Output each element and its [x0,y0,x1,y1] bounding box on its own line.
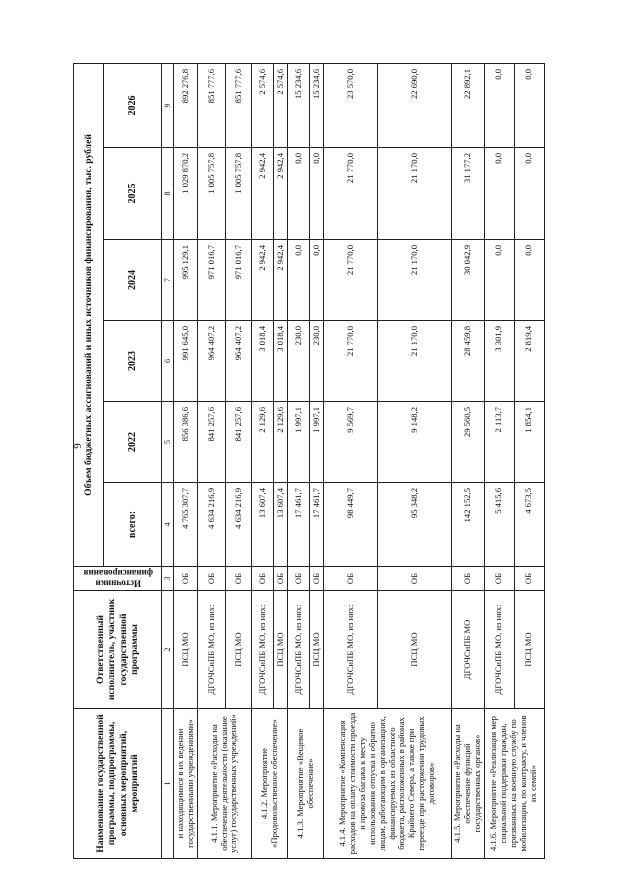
row-total: 4 634 216,9 [226,483,252,567]
row-source: ОБ [324,567,378,591]
row-value: 0,0 [484,148,514,240]
row-executor: ПСЦ МО [274,591,288,709]
row-value: 892 276,8 [174,63,198,147]
row-value: 1 005 757,8 [226,148,252,240]
row-value: 15 234,6 [310,63,324,147]
row-value: 1 029 870,2 [174,148,198,240]
row-name: 4.1.5. Мероприятие «Расходы на обеспечение функций государственных органов» [452,709,485,859]
header-name: Наименование государственной программы, подпрограммы, основных мероприятий, мероприятий [74,709,162,859]
row-value: 23 570,0 [324,63,378,147]
column-number: 4 [162,483,174,567]
row-value: 841 257,6 [198,402,226,483]
row-executor: ПСЦ МО [378,591,452,709]
row-value: 30 042,9 [452,240,485,321]
column-number: 3 [162,567,174,591]
column-number: 5 [162,402,174,483]
row-executor: ПСЦ МО [514,591,544,709]
column-number: 7 [162,240,174,321]
row-executor: ДГОЧСиПБ МО, из них: [324,591,378,709]
header-year: 2025 [104,148,162,240]
row-value: 15 234,6 [288,63,310,147]
row-value: 0,0 [514,148,544,240]
row-value: 3 018,4 [274,321,288,402]
row-value: 2 942,4 [274,148,288,240]
row-value: 0,0 [288,240,310,321]
row-total: 98 449,7 [324,483,378,567]
row-value: 971 016,7 [226,240,252,321]
row-value: 28 459,8 [452,321,485,402]
row-total: 13 607,4 [274,483,288,567]
row-value: 2 819,4 [514,321,544,402]
row-value: 841 257,6 [226,402,252,483]
row-source: ОБ [198,567,226,591]
row-total: 95 348,2 [378,483,452,567]
column-number: 9 [162,63,174,147]
column-number: 8 [162,148,174,240]
row-value: 0,0 [514,240,544,321]
row-executor: ДГОЧСиПБ МО, из них: [288,591,310,709]
row-value: 851 777,6 [226,63,252,147]
column-number: 2 [162,591,174,709]
header-year: 2022 [104,402,162,483]
row-source: ОБ [252,567,274,591]
row-value: 2 574,6 [274,63,288,147]
row-value: 9 148,2 [378,402,452,483]
row-value: 2 942,4 [252,240,274,321]
row-value: 21 170,0 [378,321,452,402]
row-value: 21 770,0 [324,321,378,402]
row-value: 0,0 [310,240,324,321]
row-value: 1 997,1 [310,402,324,483]
row-value: 0,0 [288,148,310,240]
row-value: 3 018,4 [252,321,274,402]
row-executor: ДГОЧСиПБ МО, из них: [484,591,514,709]
rotated-page [73,64,578,859]
row-name: 4.1.6. Мероприятие «Реализация мер социальной поддержки граждан, призванных на военную службу по мобилизации, по контракту, и членов их семей» [484,709,544,859]
header-total: всего: [104,483,162,567]
row-value: 22 690,0 [378,63,452,147]
row-value: 964 407,2 [226,321,252,402]
header-funding: Объем бюджетных ассигнований и иных источников финансирования, тыс. рублей [74,63,104,566]
row-name: 4.1.2. Мероприятие «Продовольственное обеспечение» [252,709,288,859]
row-source: ОБ [288,567,310,591]
row-value: 21 770,0 [324,240,378,321]
table-row [288,63,310,858]
row-name: 4.1.3. Мероприятие «Вещевое обеспечение» [288,709,324,859]
header-year: 2026 [104,63,162,147]
row-source: ОБ [310,567,324,591]
column-number: 6 [162,321,174,402]
row-executor: ПСЦ МО [226,591,252,709]
row-value: 22 892,1 [452,63,485,147]
row-value: 3 301,9 [484,321,514,402]
row-value: 971 016,7 [198,240,226,321]
row-source: ОБ [378,567,452,591]
row-value: 856 386,6 [174,402,198,483]
row-executor: ПСЦ МО [310,591,324,709]
row-name: 4.1.4. Мероприятие «Компенсация расходов на оплату стоимости проезда и провоза багажа к месту использования отпуска и обратно лицам, работающим в организациях, финансируемых из областного бюджета, расположенных в районах Крайнего Севера, а также при переезде при расторжении трудовых договоров» [324,709,452,859]
row-value: 2 113,7 [484,402,514,483]
column-number: 1 [162,709,174,859]
row-value: 0,0 [484,240,514,321]
header-source: Источники финансирования [74,567,162,591]
row-value: 230,0 [288,321,310,402]
row-total: 4 673,5 [514,483,544,567]
table-row [198,63,226,858]
row-value: 851 777,6 [198,63,226,147]
table-row [484,63,514,858]
row-value: 9 569,7 [324,402,378,483]
funding-table [73,63,545,859]
row-value: 1 997,1 [288,402,310,483]
row-source: ОБ [174,567,198,591]
row-value: 230,0 [310,321,324,402]
row-total: 4 634 216,9 [198,483,226,567]
row-value: 21 170,0 [378,148,452,240]
row-executor: ПСЦ МО [174,591,198,709]
column-number-row [162,63,174,858]
row-value: 991 645,0 [174,321,198,402]
header-executor: Ответственный исполнитель, участник государственной программы [74,591,162,709]
row-name: и находящимися в их ведении государственными учреждениями» [174,709,198,859]
row-value: 2 574,6 [252,63,274,147]
table-row [452,63,485,858]
page-number: 9 [72,443,84,449]
row-value: 0,0 [514,63,544,147]
row-total: 142 152,5 [452,483,485,567]
table-row [174,63,198,858]
row-executor: ДГОЧСиПБ МО [452,591,485,709]
row-value: 21 170,0 [378,240,452,321]
row-value: 2 129,6 [252,402,274,483]
row-executor: ДГОЧСиПБ МО, из них: [198,591,226,709]
row-value: 29 560,5 [452,402,485,483]
row-value: 31 177,2 [452,148,485,240]
row-total: 13 607,4 [252,483,274,567]
row-executor: ДГОЧСиПБ МО, из них: [252,591,274,709]
row-value: 995 129,1 [174,240,198,321]
row-value: 0,0 [484,63,514,147]
row-source: ОБ [274,567,288,591]
row-total: 5 415,6 [484,483,514,567]
row-name: 4.1.1. Мероприятие «Расходы на обеспечение деятельности (оказание услуг) государственных учреждений» [198,709,252,859]
row-source: ОБ [226,567,252,591]
row-value: 21 770,0 [324,148,378,240]
row-value: 2 942,4 [274,240,288,321]
row-value: 1 005 757,8 [198,148,226,240]
row-value: 1 854,1 [514,402,544,483]
header-year: 2023 [104,321,162,402]
header-year: 2024 [104,240,162,321]
row-value: 964 407,2 [198,321,226,402]
row-value: 0,0 [310,148,324,240]
row-value: 2 129,6 [274,402,288,483]
table-row [324,63,378,858]
row-total: 4 765 307,7 [174,483,198,567]
row-source: ОБ [484,567,514,591]
row-source: ОБ [452,567,485,591]
row-total: 17 461,7 [288,483,310,567]
table-row [252,63,274,858]
row-source: ОБ [514,567,544,591]
row-total: 17 461,7 [310,483,324,567]
row-value: 2 942,4 [252,148,274,240]
